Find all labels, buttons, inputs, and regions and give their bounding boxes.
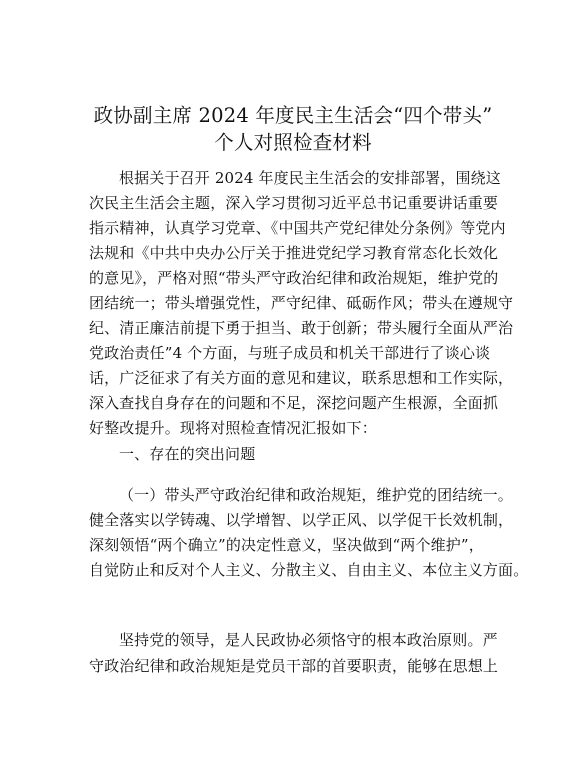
- subsection-heading: （一）带头严守政治纪律和政治规矩，维护党的团结统一。: [119, 486, 513, 504]
- subsection-line: 深刻领悟“两个确立”的决定性意义，坚决做到“两个维护”，: [89, 536, 484, 554]
- intro-line: 根据关于召开 2024 年度民主生活会的安排部署，围绕这: [119, 169, 501, 187]
- intro-line: 法规和《中共中央办公厅关于推进党纪学习教育常态化长效化: [89, 244, 499, 262]
- paragraph-line: 坚持党的领导，是人民政协必须恪守的根本政治原则。严: [119, 631, 498, 649]
- intro-line: 好整改提升。现将对照检查情况汇报如下：: [89, 419, 377, 437]
- document-title-line-2: 个人对照检查材料: [214, 131, 372, 154]
- subsection-line: 自觉防止和反对个人主义、分散主义、自由主义、本位主义方面。: [89, 561, 529, 579]
- intro-line: 次民主生活会主题，深入学习贯彻习近平总书记重要讲话重要: [89, 194, 499, 212]
- section-heading: 一、存在的突出问题: [119, 445, 256, 463]
- intro-line: 纪、清正廉洁前提下勇于担当、敢于创新；带头履行全面从严治: [89, 319, 514, 337]
- intro-line: 深入查找自身存在的问题和不足，深挖问题产生根源，全面抓: [89, 394, 499, 412]
- intro-line: 话，广泛征求了有关方面的意见和建议，联系思想和工作实际，: [89, 369, 514, 387]
- subsection-line: 健全落实以学铸魂、以学增智、以学正风、以学促干长效机制，: [89, 511, 514, 529]
- intro-line: 的意见》，严格对照“带头严守政治纪律和政治规矩，维护党的: [89, 269, 499, 287]
- paragraph-line: 守政治纪律和政治规矩是党员干部的首要职责，能够在思想上: [89, 657, 499, 675]
- intro-line: 团结统一；带头增强党性，严守纪律、砥砺作风；带头在遵规守: [89, 294, 514, 312]
- intro-line: 党政治责任”4 个方面，与班子成员和机关干部进行了谈心谈: [89, 344, 491, 362]
- document-title-line-1: 政协副主席 2024 年度民主生活会“四个带头”: [93, 104, 493, 127]
- intro-line: 指示精神，认真学习党章、《中国共产党纪律处分条例》等党内: [89, 219, 506, 237]
